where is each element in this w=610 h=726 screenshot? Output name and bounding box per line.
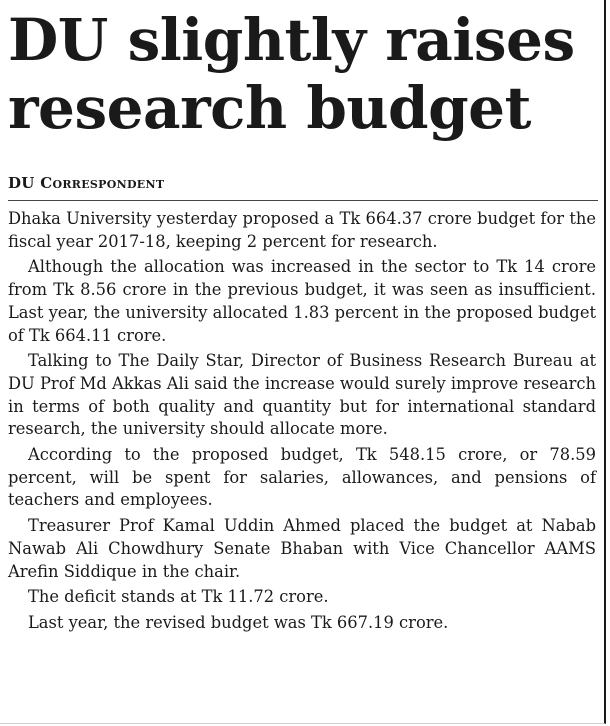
article-paragraph: Dhaka University yesterday proposed a Tk 664.37 crore budget for the fiscal year 2017-18, keeping 2 percent for research. [8, 209, 596, 251]
article-paragraph: The deficit stands at Tk 11.72 crore. [28, 587, 329, 607]
article-paragraph: Talking to The Daily Star, Director of Business Research Bureau at DU Prof Md Akkas Ali said the increase would surely improve research in terms of both quality and quantity but for international standard research, the university should allocate more. [8, 351, 596, 439]
article-paragraph: According to the proposed budget, Tk 548.15 crore, or 78.59 percent, will be spent for salaries, allowances, and pensions of teachers and employees. [8, 445, 596, 510]
article-paragraph: Treasurer Prof Kamal Uddin Ahmed placed the budget at Nabab Nawab Ali Chowdhury Senate Bhaban with Vice Chancellor AAMS Arefin Siddique in the chair. [8, 516, 596, 581]
headline: DU slightly raises research budget [8, 6, 575, 142]
article-body [8, 208, 596, 638]
byline-section [8, 172, 598, 201]
byline: DU Correspondent [8, 174, 165, 192]
byline-divider [8, 200, 598, 201]
article-paragraph: Last year, the revised budget was Tk 667.19 crore. [28, 612, 449, 632]
article-paragraph: Although the allocation was increased in the sector to Tk 14 crore from Tk 8.56 crore in the previous budget, it was seen as insufficient. Last year, the university allocated 1.83 percent in the proposed budget of Tk 664.11 crore. [8, 257, 596, 345]
